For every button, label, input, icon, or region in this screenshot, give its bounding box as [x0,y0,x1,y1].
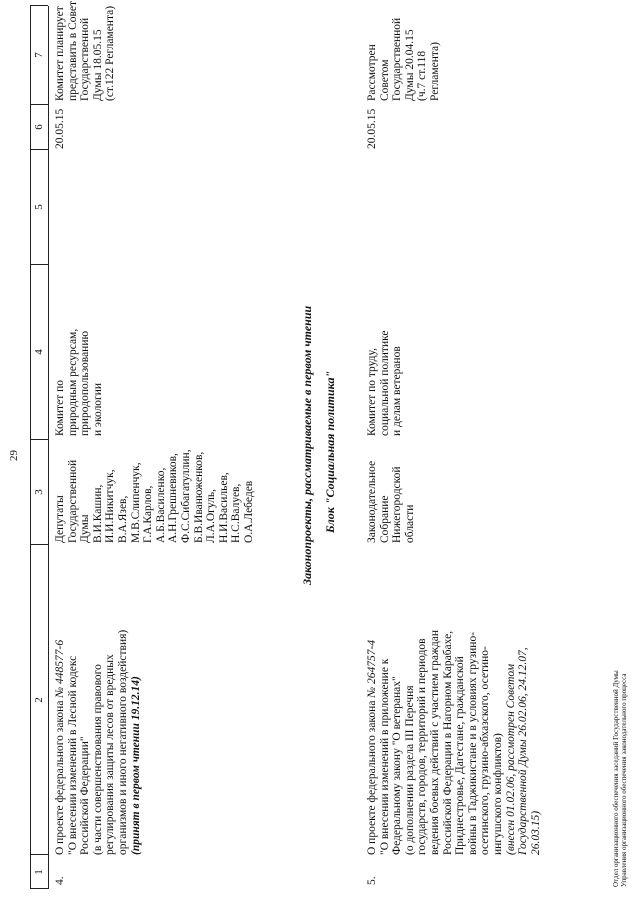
column-number: 5 [33,204,45,210]
row-number: 5. [366,876,378,885]
header-top-rule [30,6,31,889]
column-number: 3 [33,489,45,495]
bill-status-note: (принят в первом чтении 19.12.14) [129,676,142,855]
responsible-committee: Комитет по природным ресурсам, природопользованию и экологии [54,328,104,436]
bill-title: О проекте федерального закона № 264757-4 "О внесении изменений в приложение к Федеральному закону "О ветеранах" (о дополнении раздела III Перечня государств, городов, территорий и периодов ведения боевых действий с участием граждан Российской Федерации в Нагорном Карабахе, Приднестровье, Дагестане, гражданской войны в Таджикистане и в условиях грузино- осетинского, грузино-абхазского, осетино- ингушского конфликтов) (внесен 01.02.06, рассмотрен Советом Государственной Думы 26.02.06, 24.12.07, 26.03.15) [366,629,542,855]
column-number: 4 [33,349,45,355]
bill-authors: Депутаты Государственной Думы В.И.Кашин, И.И.Никитчук, В.А.Язев, М.В.Слипенчук, Г.А.Карлов, А.Б.Василенко, А.Н.Грешневиков, Ф.С.Сибагатуллин, Б.В.Иванюженков, Л.А.Огуль, Н.И.Васильев, Н.С.Валуев, О.А.Лебедев [54,449,255,543]
block-heading: Блок "Социальная политика" [323,370,337,533]
column-number: 1 [33,869,45,875]
bill-authors: Законодательное Собрание Нижегородской области [366,460,416,543]
page-number: 29 [8,450,20,461]
responsible-committee: Комитет по труду, социальной политике и делам ветеранов [366,330,404,436]
column-number: 6 [33,124,45,130]
bill-status-note: (внесен 01.02.06, рассмотрен Советом [504,663,517,855]
row-number: 4. [54,876,66,885]
bill-number: № 448577-6 [54,639,66,698]
page-footer: Отдел организационного обеспечения заседаний Государственной Думы Управления организационного обеспечения законодательного процесса [612,670,628,887]
bill-status: Рассмотрен Советом Государственной Думы 20.04.15 (ч.7 ст.118 Регламента) [366,17,441,101]
review-date: 20.05.15 [54,108,66,149]
column-number: 7 [33,52,45,58]
bill-number: № 264757-4 [366,639,378,698]
bill-title: О проекте федерального закона № 448577-6 "О внесении изменений в Лесной кодекс Российской Федерации" (в части совершенствования правового регулирования защиты лесов от вредных организмов и иного негативного воздействия) (принят в первом чтении 19.12.14) [54,629,142,855]
bill-status: Комитет планирует представить в Совет Государственной Думы 18.05.15 (ст.122 Регламента) [54,0,117,101]
column-number: 2 [33,697,45,703]
review-date: 20.05.15 [366,108,378,149]
header-bottom-rule [48,6,49,889]
section-heading: Законопроекты, рассматриваемые в первом чтении [300,305,314,585]
